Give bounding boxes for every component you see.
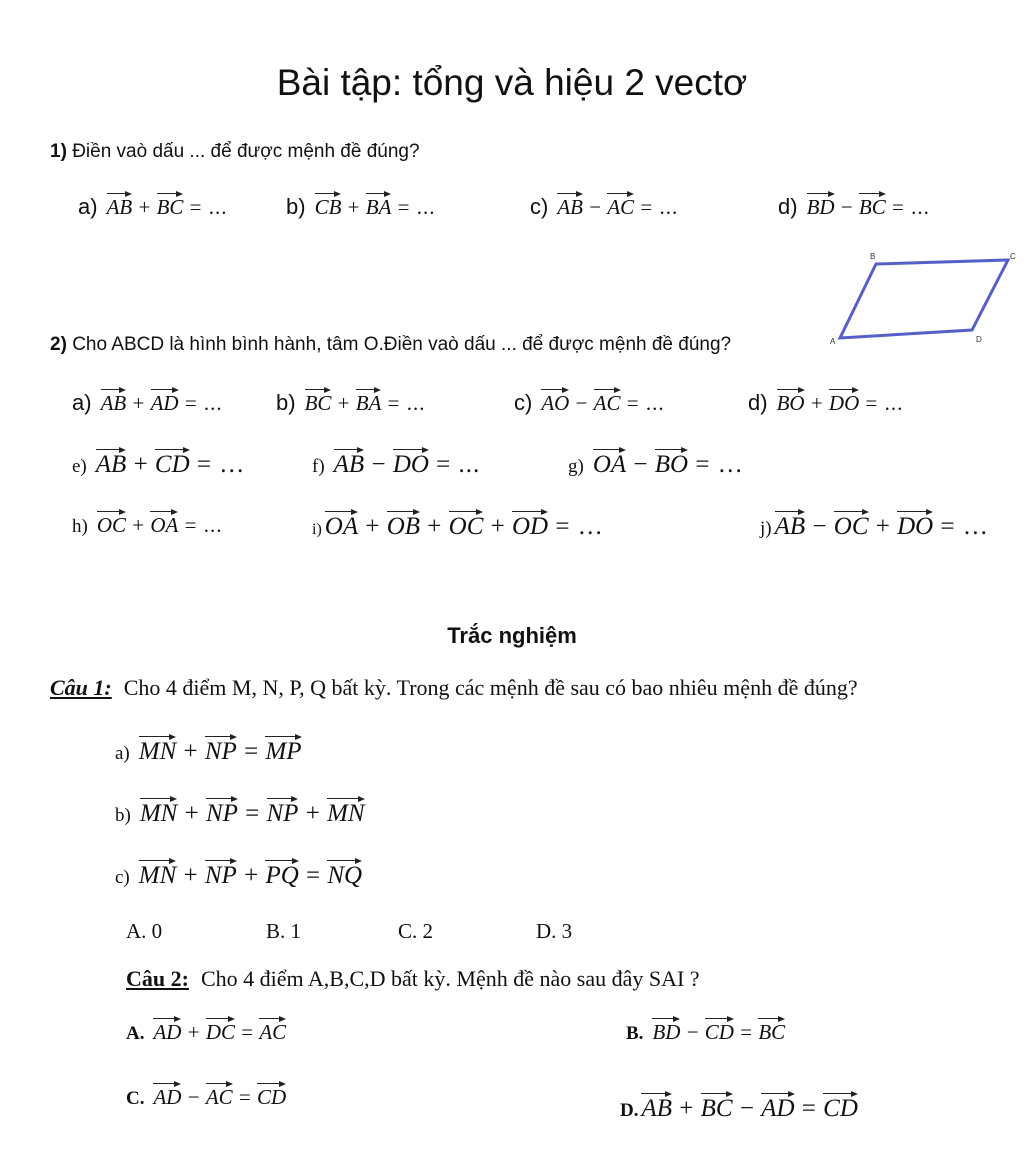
operator: − xyxy=(187,1085,200,1109)
item-label: h) xyxy=(72,516,88,537)
q2-item-e xyxy=(72,446,245,479)
cau2-option-b[interactable]: B. BD − CD = BC xyxy=(626,1015,786,1045)
operator: − xyxy=(371,451,386,478)
vector: OC xyxy=(449,508,484,541)
vector: BC xyxy=(157,190,184,220)
item-label: j) xyxy=(760,518,772,539)
q2-item-c xyxy=(514,386,665,416)
operator: + xyxy=(810,391,823,415)
parallelogram-shape xyxy=(840,260,1008,338)
vertex-label: B xyxy=(870,252,876,261)
option-label: C. xyxy=(126,1088,145,1109)
vector: MP xyxy=(265,733,301,766)
vector: BC xyxy=(701,1090,733,1123)
vector: BD xyxy=(652,1015,680,1045)
item-label: i) xyxy=(312,521,322,538)
operator: − xyxy=(686,1020,699,1044)
blank: = ... xyxy=(436,451,481,478)
vector: PQ xyxy=(265,857,298,890)
vector: BO xyxy=(777,386,805,416)
vector: OA xyxy=(593,446,626,479)
cau2-option-d[interactable]: D. AB + BC − AD = CD xyxy=(620,1090,859,1123)
item-label: c) xyxy=(115,867,130,888)
vector: OC xyxy=(97,508,126,538)
blank: = ... xyxy=(189,195,228,219)
q2-item-g xyxy=(568,446,744,479)
question-label: Câu 1: xyxy=(50,675,112,700)
choice-c[interactable]: C. 2 xyxy=(398,919,434,943)
q2-item-f xyxy=(312,446,480,479)
option-label: A. xyxy=(126,1023,145,1044)
cau1-statement-b: b) MN + NP = NP + MN xyxy=(115,795,366,828)
q2-item-d xyxy=(748,386,903,416)
blank: = ... xyxy=(640,195,679,219)
item-label: e) xyxy=(72,456,87,477)
blank: = … xyxy=(555,513,604,540)
q2-header xyxy=(50,334,731,356)
vector: MN xyxy=(139,733,177,766)
blank: = … xyxy=(196,451,246,478)
operator: + xyxy=(132,513,145,537)
vector: MN xyxy=(139,857,177,890)
vector: AD xyxy=(153,1080,181,1110)
q2-item-a xyxy=(72,386,223,416)
q2-item-i: i) OA + OB + OC + OD = … xyxy=(312,508,604,541)
item-label: b) xyxy=(115,805,131,826)
q1-number: 1) xyxy=(50,141,67,162)
vector: NP xyxy=(205,857,237,890)
vector: DC xyxy=(206,1015,235,1045)
vector: AB xyxy=(775,508,806,541)
item-label: a) xyxy=(72,390,92,415)
vertex-label: C xyxy=(1010,252,1016,261)
item-label: d) xyxy=(748,390,768,415)
question-label: Câu 2: xyxy=(126,966,189,991)
vector: AC xyxy=(594,386,621,416)
cau1-statement-c: c) MN + NP + PQ = NQ xyxy=(115,857,363,890)
blank: = ... xyxy=(626,391,665,415)
vector: NQ xyxy=(327,857,362,890)
cau2-option-c[interactable]: C. AD − AC = CD xyxy=(126,1080,287,1110)
item-label: b) xyxy=(276,390,296,415)
item-label: c) xyxy=(514,390,533,415)
vector: OA xyxy=(325,508,358,541)
vector: NP xyxy=(206,795,238,828)
q1-item-d xyxy=(778,190,930,220)
vector: MN xyxy=(327,795,365,828)
operator: + xyxy=(133,451,148,478)
vector: BD xyxy=(807,190,835,220)
q1-prompt: Điền vaò dấu ... để được mệnh đề đúng? xyxy=(72,141,420,162)
q1-item-a xyxy=(78,190,228,220)
vector: DO xyxy=(393,446,429,479)
vector: AD xyxy=(151,386,179,416)
q2-item-j: j) AB − OC + DO = … xyxy=(760,508,989,541)
q1-item-b xyxy=(286,190,436,220)
item-label: b) xyxy=(286,194,306,219)
operator: + xyxy=(132,391,145,415)
page-title: Bài tập: tổng và hiệu 2 vectơ xyxy=(276,62,748,103)
vector: AB xyxy=(107,190,133,220)
vector: DO xyxy=(897,508,933,541)
vector: AB xyxy=(101,386,127,416)
q2-item-b xyxy=(276,386,426,416)
vector: NP xyxy=(205,733,237,766)
vector: CD xyxy=(705,1015,734,1045)
vector: CB xyxy=(315,190,342,220)
item-label: a) xyxy=(78,194,98,219)
question-text: Cho 4 điểm M, N, P, Q bất kỳ. Trong các mệnh đề sau có bao nhiêu mệnh đề đúng? xyxy=(123,675,858,700)
q1-header xyxy=(50,141,420,163)
vector: BA xyxy=(366,190,392,220)
cau1-header xyxy=(50,675,858,701)
vertex-label: D xyxy=(976,335,982,344)
vector: AB xyxy=(96,446,127,479)
blank: = … xyxy=(940,513,989,540)
blank: = ... xyxy=(865,391,904,415)
vector: MN xyxy=(140,795,178,828)
vector: NP xyxy=(267,795,299,828)
vector: CD xyxy=(257,1080,286,1110)
q2-number: 2) xyxy=(50,334,67,355)
vector: AC xyxy=(259,1015,286,1045)
operator: + xyxy=(337,391,350,415)
vector: AB xyxy=(334,446,365,479)
q2-item-h xyxy=(72,508,222,538)
cau2-option-a[interactable]: A. AD + DC = AC xyxy=(126,1015,287,1045)
q2-prompt: Cho ABCD là hình bình hành, tâm O.Điền vaò dấu ... để được mệnh đề đúng? xyxy=(72,334,732,355)
vector: AD xyxy=(761,1090,794,1123)
vector: AB xyxy=(641,1090,672,1123)
item-label: c) xyxy=(530,194,549,219)
vector: DO xyxy=(829,386,859,416)
blank: = ... xyxy=(184,513,223,537)
vector: AO xyxy=(541,386,569,416)
blank: = ... xyxy=(397,195,436,219)
parallelogram-figure xyxy=(826,250,1016,350)
vector: AB xyxy=(557,190,583,220)
vector: CD xyxy=(155,446,190,479)
choice-d[interactable]: D. 3 xyxy=(536,919,573,943)
operator: + xyxy=(138,195,151,219)
vector: AD xyxy=(153,1015,181,1045)
vector: BA xyxy=(356,386,382,416)
option-label: D. xyxy=(620,1100,639,1121)
choice-a[interactable]: A. 0 xyxy=(126,919,163,943)
vector: OC xyxy=(834,508,869,541)
blank: = ... xyxy=(184,391,223,415)
vector: BC xyxy=(859,190,886,220)
blank: = … xyxy=(695,451,744,478)
item-label: d) xyxy=(778,194,798,219)
operator: + xyxy=(187,1020,200,1044)
vector: BC xyxy=(758,1015,785,1045)
item-label: a) xyxy=(115,743,130,764)
option-label: B. xyxy=(626,1023,644,1044)
operator: − xyxy=(575,391,588,415)
vector: OD xyxy=(512,508,548,541)
blank: = ... xyxy=(387,391,426,415)
vector: BC xyxy=(305,386,332,416)
cau1-statement-a: a) MN + NP = MP xyxy=(115,733,303,766)
vector: CD xyxy=(823,1090,858,1123)
question-text: Cho 4 điểm A,B,C,D bất kỳ. Mệnh đề nào sau đây SAI ? xyxy=(200,966,700,991)
item-label: f) xyxy=(312,456,325,477)
operator: − xyxy=(840,195,853,219)
blank: = ... xyxy=(892,195,930,219)
vector: AC xyxy=(206,1080,233,1110)
q1-item-c xyxy=(530,190,678,220)
item-label: g) xyxy=(568,456,584,477)
operator: + xyxy=(347,195,360,219)
cau2-header xyxy=(126,966,700,992)
choice-b[interactable]: B. 1 xyxy=(266,919,302,943)
operator: − xyxy=(589,195,602,219)
section-heading: Trắc nghiệm xyxy=(447,623,577,648)
vector: OA xyxy=(150,508,178,538)
vertex-label: A xyxy=(830,337,836,346)
vector: OB xyxy=(387,508,420,541)
operator: − xyxy=(633,451,648,478)
vector: BO xyxy=(655,446,688,479)
vector: AC xyxy=(607,190,634,220)
